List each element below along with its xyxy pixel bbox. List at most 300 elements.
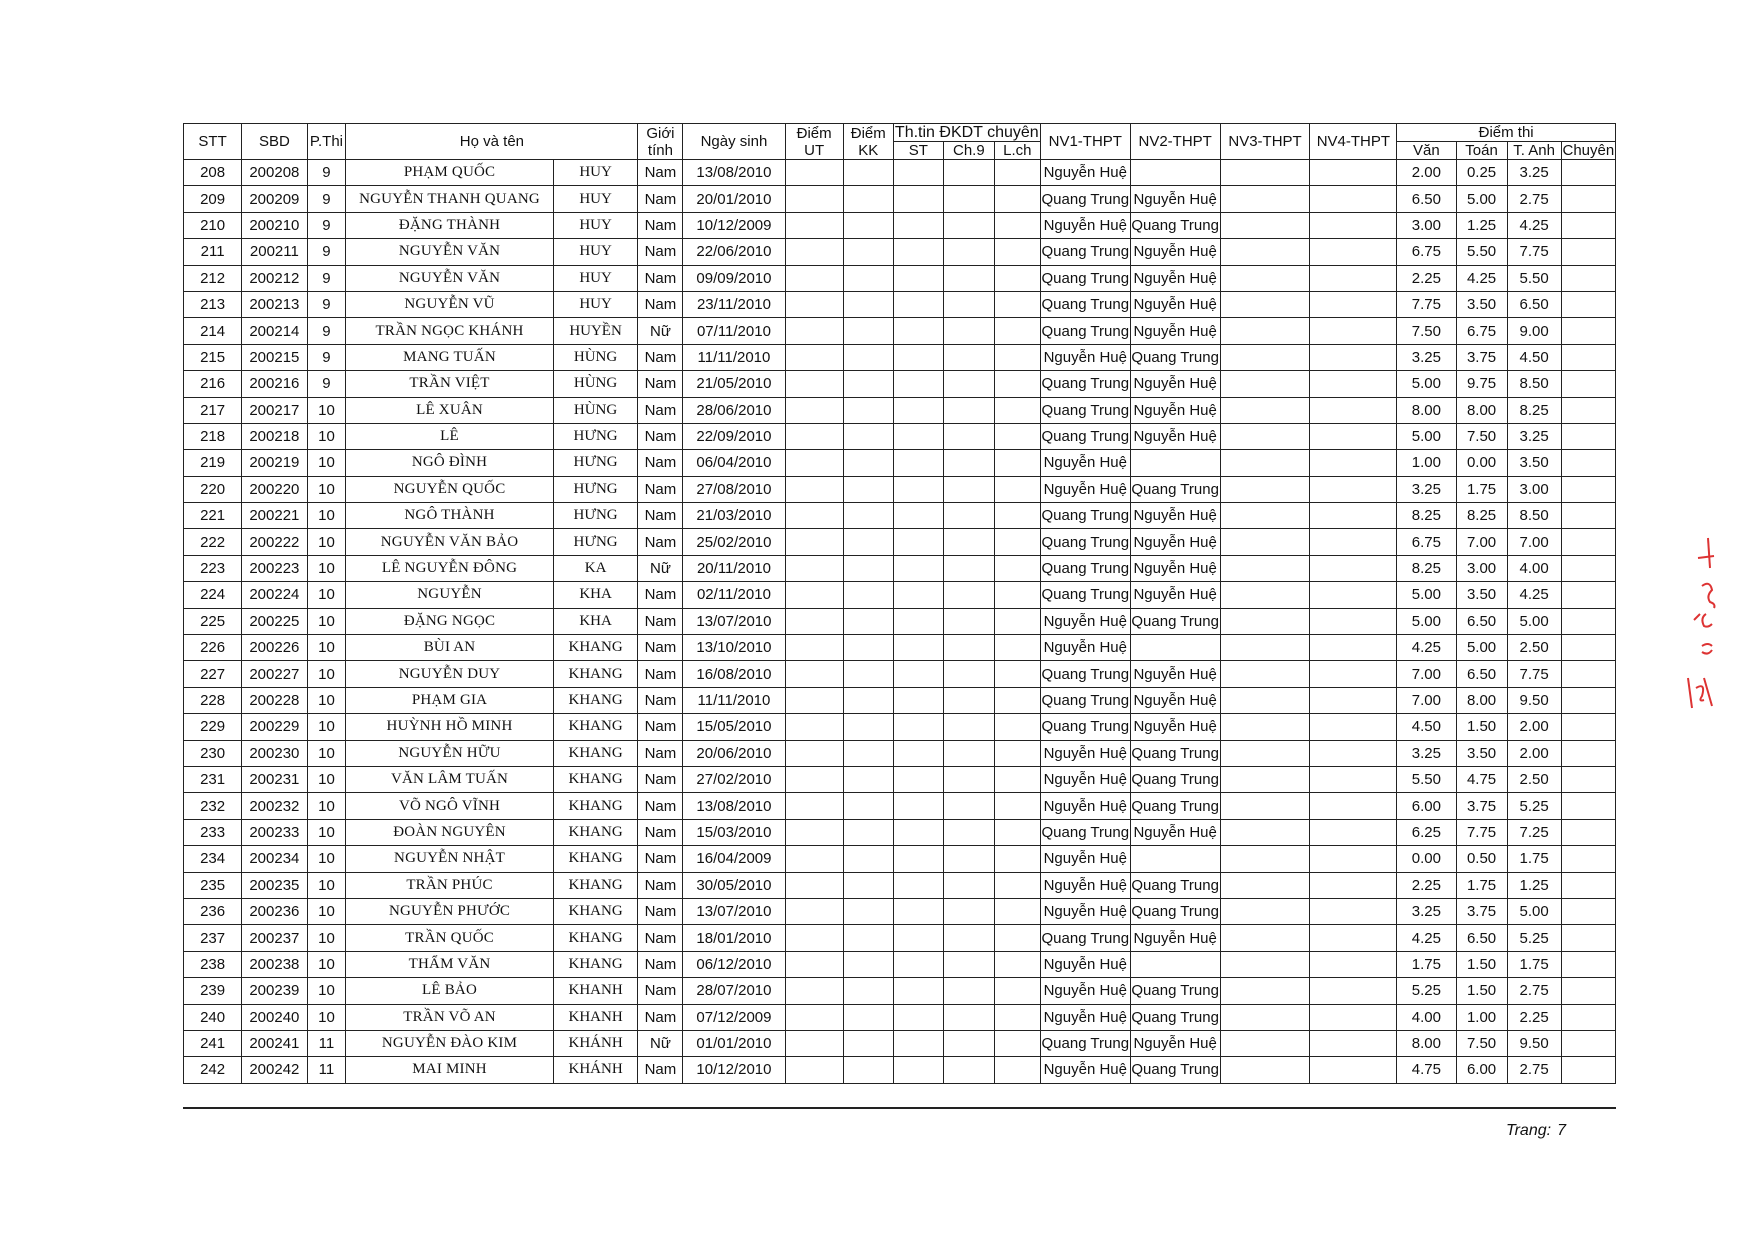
cell-nv1: Quang Trung (1040, 925, 1130, 951)
cell-t-anh: 9.50 (1507, 1030, 1561, 1056)
cell-ten: KHANG (553, 846, 638, 872)
cell-van: 4.50 (1397, 714, 1456, 740)
cell-ch9 (943, 1004, 994, 1030)
cell-chuyen (1561, 951, 1615, 977)
cell-phong-thi: 10 (307, 740, 346, 766)
cell-nv1: Quang Trung (1040, 687, 1130, 713)
cell-ten: HUY (553, 265, 638, 291)
cell-nv3 (1220, 186, 1310, 212)
cell-ch9 (943, 846, 994, 872)
cell-ho-dem: MAI MINH (346, 1057, 553, 1083)
cell-nv3 (1220, 291, 1310, 317)
cell-van: 8.25 (1397, 555, 1456, 581)
cell-t-anh: 5.25 (1507, 793, 1561, 819)
cell-diem-ut (785, 793, 843, 819)
cell-st (893, 740, 943, 766)
cell-ngay-sinh: 22/09/2010 (683, 423, 785, 449)
cell-t-anh: 1.25 (1507, 872, 1561, 898)
table-body (184, 160, 1616, 1084)
cell-ho-dem: VÕ NGÔ VĨNH (346, 793, 553, 819)
cell-stt: 241 (184, 1030, 242, 1056)
cell-phong-thi: 10 (307, 397, 346, 423)
cell-ten: HÙNG (553, 344, 638, 370)
cell-diem-kk (843, 503, 893, 529)
cell-sbd: 200242 (242, 1057, 307, 1083)
cell-toan: 7.00 (1456, 529, 1507, 555)
header-stt: STT (184, 124, 242, 160)
cell-ho-dem: LÊ BẢO (346, 978, 553, 1004)
cell-phong-thi: 9 (307, 318, 346, 344)
cell-nv1: Nguyễn Huệ (1040, 766, 1130, 792)
cell-ch9 (943, 503, 994, 529)
cell-ten: KHA (553, 582, 638, 608)
cell-lch (994, 793, 1040, 819)
cell-phong-thi: 10 (307, 819, 346, 845)
cell-nv1: Nguyễn Huệ (1040, 793, 1130, 819)
cell-t-anh: 3.50 (1507, 450, 1561, 476)
cell-t-anh: 3.25 (1507, 423, 1561, 449)
cell-ngay-sinh: 02/11/2010 (683, 582, 785, 608)
cell-phong-thi: 9 (307, 265, 346, 291)
cell-sbd: 200212 (242, 265, 307, 291)
cell-toan: 1.75 (1456, 872, 1507, 898)
cell-ch9 (943, 582, 994, 608)
cell-nv1: Nguyễn Huệ (1040, 212, 1130, 238)
cell-stt: 223 (184, 555, 242, 581)
cell-nv2: Nguyễn Huệ (1130, 265, 1220, 291)
cell-lch (994, 344, 1040, 370)
cell-ho-dem: TRẦN NGỌC KHÁNH (346, 318, 553, 344)
cell-diem-ut (785, 397, 843, 423)
cell-nv4 (1310, 186, 1397, 212)
cell-chuyen (1561, 819, 1615, 845)
cell-st (893, 529, 943, 555)
cell-stt: 224 (184, 582, 242, 608)
cell-gioi-tinh: Nam (638, 898, 683, 924)
cell-st (893, 1004, 943, 1030)
cell-nv3 (1220, 160, 1310, 186)
cell-diem-kk (843, 291, 893, 317)
cell-chuyen (1561, 186, 1615, 212)
cell-stt: 237 (184, 925, 242, 951)
cell-nv3 (1220, 423, 1310, 449)
cell-t-anh: 1.75 (1507, 846, 1561, 872)
cell-chuyen (1561, 898, 1615, 924)
cell-ngay-sinh: 27/08/2010 (683, 476, 785, 502)
cell-nv1: Nguyễn Huệ (1040, 846, 1130, 872)
cell-stt: 242 (184, 1057, 242, 1083)
header-ngay-sinh: Ngày sinh (683, 124, 785, 160)
cell-van: 4.25 (1397, 635, 1456, 661)
cell-van: 2.25 (1397, 265, 1456, 291)
cell-nv3 (1220, 740, 1310, 766)
cell-ch9 (943, 978, 994, 1004)
cell-lch (994, 555, 1040, 581)
cell-nv3 (1220, 344, 1310, 370)
cell-diem-kk (843, 529, 893, 555)
cell-gioi-tinh: Nữ (638, 1030, 683, 1056)
cell-ch9 (943, 1030, 994, 1056)
cell-ho-dem: TRẦN QUỐC (346, 925, 553, 951)
cell-lch (994, 291, 1040, 317)
cell-nv1: Nguyễn Huệ (1040, 450, 1130, 476)
cell-nv2: Quang Trung (1130, 476, 1220, 502)
cell-t-anh: 6.50 (1507, 291, 1561, 317)
cell-chuyen (1561, 212, 1615, 238)
cell-sbd: 200225 (242, 608, 307, 634)
cell-st (893, 1057, 943, 1083)
header-diem-kk: Điểm KK (843, 124, 893, 160)
cell-nv4 (1310, 212, 1397, 238)
cell-chuyen (1561, 635, 1615, 661)
cell-van: 3.25 (1397, 476, 1456, 502)
cell-gioi-tinh: Nam (638, 819, 683, 845)
cell-nv3 (1220, 397, 1310, 423)
table-row (184, 898, 1616, 924)
cell-sbd: 200222 (242, 529, 307, 555)
cell-nv4 (1310, 925, 1397, 951)
cell-nv4 (1310, 503, 1397, 529)
cell-van: 8.00 (1397, 397, 1456, 423)
cell-diem-ut (785, 529, 843, 555)
cell-ho-dem: NGUYỄN VĂN BẢO (346, 529, 553, 555)
cell-van: 0.00 (1397, 846, 1456, 872)
cell-sbd: 200217 (242, 397, 307, 423)
cell-stt: 233 (184, 819, 242, 845)
cell-t-anh: 4.25 (1507, 212, 1561, 238)
cell-stt: 238 (184, 951, 242, 977)
cell-diem-ut (785, 371, 843, 397)
cell-lch (994, 1030, 1040, 1056)
cell-gioi-tinh: Nam (638, 212, 683, 238)
cell-phong-thi: 9 (307, 212, 346, 238)
score-table (183, 123, 1616, 1084)
cell-nv4 (1310, 1030, 1397, 1056)
cell-lch (994, 476, 1040, 502)
cell-gioi-tinh: Nam (638, 239, 683, 265)
cell-diem-kk (843, 423, 893, 449)
cell-ten: HUY (553, 291, 638, 317)
cell-toan: 3.75 (1456, 793, 1507, 819)
header-nv1: NV1-THPT (1040, 124, 1130, 160)
cell-stt: 234 (184, 846, 242, 872)
cell-t-anh: 2.25 (1507, 1004, 1561, 1030)
cell-chuyen (1561, 872, 1615, 898)
cell-van: 7.00 (1397, 687, 1456, 713)
cell-diem-kk (843, 978, 893, 1004)
table-row (184, 555, 1616, 581)
cell-sbd: 200236 (242, 898, 307, 924)
cell-ch9 (943, 476, 994, 502)
cell-ten: KHANG (553, 925, 638, 951)
cell-diem-kk (843, 476, 893, 502)
cell-toan: 6.50 (1456, 608, 1507, 634)
table-row (184, 371, 1616, 397)
cell-gioi-tinh: Nam (638, 423, 683, 449)
cell-st (893, 635, 943, 661)
cell-nv1: Quang Trung (1040, 529, 1130, 555)
cell-diem-ut (785, 582, 843, 608)
cell-ten: HƯNG (553, 529, 638, 555)
cell-toan: 6.50 (1456, 661, 1507, 687)
cell-diem-kk (843, 450, 893, 476)
cell-nv2: Quang Trung (1130, 793, 1220, 819)
cell-nv4 (1310, 661, 1397, 687)
cell-toan: 7.75 (1456, 819, 1507, 845)
cell-chuyen (1561, 1004, 1615, 1030)
cell-lch (994, 503, 1040, 529)
cell-diem-kk (843, 819, 893, 845)
cell-t-anh: 4.00 (1507, 555, 1561, 581)
cell-stt: 228 (184, 687, 242, 713)
table-row (184, 925, 1616, 951)
cell-toan: 6.00 (1456, 1057, 1507, 1083)
cell-lch (994, 450, 1040, 476)
cell-diem-ut (785, 661, 843, 687)
cell-t-anh: 4.50 (1507, 344, 1561, 370)
cell-ho-dem: HUỲNH HỒ MINH (346, 714, 553, 740)
cell-nv3 (1220, 1004, 1310, 1030)
cell-nv2 (1130, 846, 1220, 872)
red-stamp-mark (1658, 528, 1718, 728)
cell-nv2: Quang Trung (1130, 872, 1220, 898)
cell-ten: HUY (553, 212, 638, 238)
cell-toan: 1.00 (1456, 1004, 1507, 1030)
cell-sbd: 200213 (242, 291, 307, 317)
cell-diem-ut (785, 186, 843, 212)
cell-nv3 (1220, 212, 1310, 238)
cell-nv3 (1220, 503, 1310, 529)
cell-ngay-sinh: 13/07/2010 (683, 898, 785, 924)
cell-diem-ut (785, 1057, 843, 1083)
cell-phong-thi: 10 (307, 925, 346, 951)
cell-diem-ut (785, 846, 843, 872)
cell-van: 4.25 (1397, 925, 1456, 951)
cell-t-anh: 2.50 (1507, 766, 1561, 792)
cell-ch9 (943, 423, 994, 449)
table-row (184, 793, 1616, 819)
cell-diem-kk (843, 186, 893, 212)
cell-van: 7.50 (1397, 318, 1456, 344)
cell-gioi-tinh: Nữ (638, 318, 683, 344)
cell-ten: KHANH (553, 978, 638, 1004)
cell-ngay-sinh: 11/11/2010 (683, 687, 785, 713)
header-th-tin-dkdt: Th.tin ĐKDT chuyên (894, 124, 1039, 141)
cell-nv2 (1130, 450, 1220, 476)
cell-ch9 (943, 661, 994, 687)
cell-diem-ut (785, 608, 843, 634)
cell-ho-dem: PHẠM GIA (346, 687, 553, 713)
cell-st (893, 423, 943, 449)
cell-ten: HƯNG (553, 476, 638, 502)
cell-phong-thi: 10 (307, 529, 346, 555)
cell-toan: 1.25 (1456, 212, 1507, 238)
cell-ho-dem: ĐẶNG THÀNH (346, 212, 553, 238)
cell-diem-ut (785, 344, 843, 370)
cell-phong-thi: 9 (307, 371, 346, 397)
cell-nv2: Quang Trung (1130, 898, 1220, 924)
cell-diem-kk (843, 344, 893, 370)
cell-phong-thi: 9 (307, 160, 346, 186)
cell-ngay-sinh: 20/06/2010 (683, 740, 785, 766)
cell-sbd: 200231 (242, 766, 307, 792)
cell-lch (994, 846, 1040, 872)
cell-stt: 219 (184, 450, 242, 476)
header-t-anh: T. Anh (1507, 142, 1561, 160)
cell-ngay-sinh: 09/09/2010 (683, 265, 785, 291)
cell-diem-kk (843, 318, 893, 344)
cell-van: 3.25 (1397, 344, 1456, 370)
cell-gioi-tinh: Nam (638, 925, 683, 951)
cell-st (893, 819, 943, 845)
cell-sbd: 200238 (242, 951, 307, 977)
cell-nv1: Quang Trung (1040, 291, 1130, 317)
cell-ch9 (943, 239, 994, 265)
cell-nv1: Nguyễn Huệ (1040, 951, 1130, 977)
cell-gioi-tinh: Nam (638, 714, 683, 740)
cell-lch (994, 951, 1040, 977)
cell-st (893, 160, 943, 186)
cell-ten: HƯNG (553, 423, 638, 449)
stamp-stroke (1688, 678, 1712, 708)
cell-nv1: Nguyễn Huệ (1040, 740, 1130, 766)
cell-lch (994, 423, 1040, 449)
cell-phong-thi: 11 (307, 1030, 346, 1056)
cell-gioi-tinh: Nam (638, 371, 683, 397)
cell-ten: KHANG (553, 766, 638, 792)
header-ho-va-ten: Họ và tên (346, 124, 638, 160)
cell-gioi-tinh: Nam (638, 160, 683, 186)
cell-diem-kk (843, 1030, 893, 1056)
cell-nv2: Nguyễn Huệ (1130, 371, 1220, 397)
cell-van: 1.00 (1397, 450, 1456, 476)
cell-nv2: Nguyễn Huệ (1130, 529, 1220, 555)
cell-nv4 (1310, 687, 1397, 713)
cell-van: 5.00 (1397, 582, 1456, 608)
cell-nv3 (1220, 872, 1310, 898)
cell-ho-dem: ĐOÀN NGUYÊN (346, 819, 553, 845)
cell-nv1: Quang Trung (1040, 661, 1130, 687)
cell-ho-dem: NGUYỄN ĐÀO KIM (346, 1030, 553, 1056)
cell-ten: KHANG (553, 951, 638, 977)
cell-gioi-tinh: Nam (638, 1004, 683, 1030)
table-row (184, 160, 1616, 186)
cell-stt: 216 (184, 371, 242, 397)
cell-toan: 1.50 (1456, 978, 1507, 1004)
cell-diem-ut (785, 714, 843, 740)
cell-nv2: Nguyễn Huệ (1130, 819, 1220, 845)
cell-nv4 (1310, 160, 1397, 186)
cell-stt: 227 (184, 661, 242, 687)
cell-ngay-sinh: 07/11/2010 (683, 318, 785, 344)
cell-nv4 (1310, 793, 1397, 819)
cell-ngay-sinh: 06/12/2010 (683, 951, 785, 977)
stamp-stroke (1702, 644, 1712, 654)
table-row (184, 344, 1616, 370)
cell-ngay-sinh: 22/06/2010 (683, 239, 785, 265)
cell-phong-thi: 10 (307, 555, 346, 581)
cell-nv1: Quang Trung (1040, 318, 1130, 344)
cell-nv4 (1310, 608, 1397, 634)
cell-nv3 (1220, 714, 1310, 740)
cell-lch (994, 819, 1040, 845)
cell-ch9 (943, 740, 994, 766)
header-sbd: SBD (242, 124, 307, 160)
cell-t-anh: 8.25 (1507, 397, 1561, 423)
cell-st (893, 661, 943, 687)
cell-ten: KHANG (553, 872, 638, 898)
cell-sbd: 200210 (242, 212, 307, 238)
cell-ch9 (943, 819, 994, 845)
cell-t-anh: 7.25 (1507, 819, 1561, 845)
cell-ngay-sinh: 16/04/2009 (683, 846, 785, 872)
cell-ho-dem: LÊ NGUYỄN ĐÔNG (346, 555, 553, 581)
stamp-stroke (1698, 556, 1714, 558)
table-row (184, 318, 1616, 344)
cell-ten: KHÁNH (553, 1057, 638, 1083)
cell-stt: 221 (184, 503, 242, 529)
cell-t-anh: 2.75 (1507, 978, 1561, 1004)
cell-nv2 (1130, 951, 1220, 977)
cell-diem-ut (785, 687, 843, 713)
cell-nv4 (1310, 1057, 1397, 1083)
cell-gioi-tinh: Nam (638, 687, 683, 713)
table-row (184, 265, 1616, 291)
cell-nv1: Quang Trung (1040, 371, 1130, 397)
cell-t-anh: 3.00 (1507, 476, 1561, 502)
cell-nv3 (1220, 265, 1310, 291)
cell-gioi-tinh: Nam (638, 344, 683, 370)
cell-t-anh: 5.00 (1507, 898, 1561, 924)
cell-nv2: Quang Trung (1130, 766, 1220, 792)
cell-nv4 (1310, 371, 1397, 397)
cell-ngay-sinh: 11/11/2010 (683, 344, 785, 370)
cell-chuyen (1561, 450, 1615, 476)
cell-stt: 217 (184, 397, 242, 423)
cell-diem-ut (785, 740, 843, 766)
table-row (184, 582, 1616, 608)
cell-toan: 0.00 (1456, 450, 1507, 476)
cell-st (893, 239, 943, 265)
cell-chuyen (1561, 846, 1615, 872)
cell-ngay-sinh: 13/10/2010 (683, 635, 785, 661)
cell-nv1: Quang Trung (1040, 423, 1130, 449)
cell-sbd: 200219 (242, 450, 307, 476)
cell-nv1: Nguyễn Huệ (1040, 608, 1130, 634)
cell-nv1: Nguyễn Huệ (1040, 978, 1130, 1004)
table-row (184, 978, 1616, 1004)
cell-lch (994, 661, 1040, 687)
cell-sbd: 200232 (242, 793, 307, 819)
cell-gioi-tinh: Nam (638, 503, 683, 529)
cell-chuyen (1561, 793, 1615, 819)
cell-ten: KHÁNH (553, 1030, 638, 1056)
cell-st (893, 371, 943, 397)
cell-t-anh: 2.75 (1507, 186, 1561, 212)
cell-sbd: 200220 (242, 476, 307, 502)
cell-ch9 (943, 265, 994, 291)
cell-nv3 (1220, 793, 1310, 819)
cell-nv3 (1220, 925, 1310, 951)
cell-chuyen (1561, 318, 1615, 344)
cell-lch (994, 318, 1040, 344)
cell-stt: 222 (184, 529, 242, 555)
cell-chuyen (1561, 740, 1615, 766)
stamp-stroke (1702, 584, 1715, 608)
cell-ten: KHANG (553, 740, 638, 766)
cell-nv4 (1310, 740, 1397, 766)
cell-van: 3.25 (1397, 898, 1456, 924)
